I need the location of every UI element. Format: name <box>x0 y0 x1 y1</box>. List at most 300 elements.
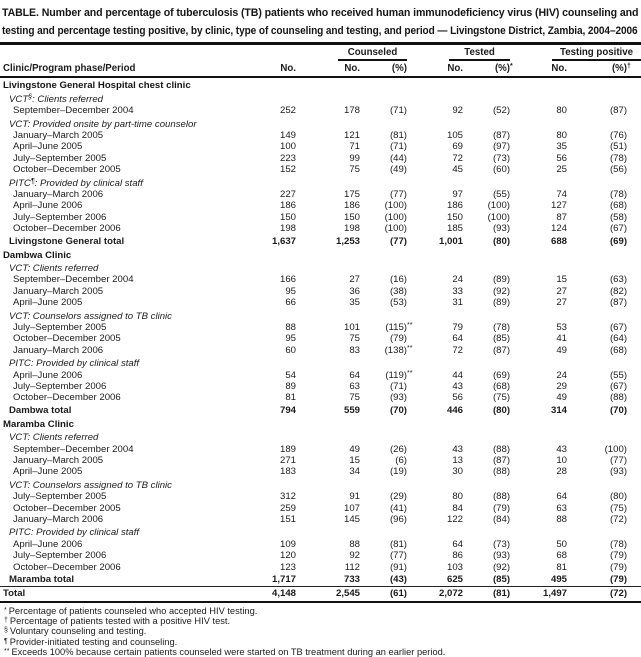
cell-value: (58) <box>609 211 628 223</box>
cell-value: 35 <box>556 141 568 153</box>
cell-value: 24 <box>556 369 568 381</box>
cell-value: 733 <box>343 574 360 586</box>
cell-value: 495 <box>551 574 568 586</box>
cell-value: (85) <box>492 333 511 345</box>
footnote-marker: † <box>4 617 8 625</box>
sub-row <box>0 309 641 322</box>
period-row <box>0 141 641 152</box>
cell-value: 84 <box>452 502 463 514</box>
cell-value: (67) <box>609 223 628 235</box>
col-header-positive-no: No. <box>510 61 567 77</box>
row-label: January–March 2005 <box>13 285 104 297</box>
cell-value: 50 <box>556 538 568 550</box>
footnotes <box>0 603 641 657</box>
cell-value: 97 <box>452 188 463 200</box>
row-label: Dambwa Clinic <box>3 249 72 261</box>
cell-value: (138)** <box>384 344 413 356</box>
cell-value: 95 <box>285 333 296 345</box>
cell-value: (49) <box>389 164 407 176</box>
cell-value: (85) <box>492 574 511 586</box>
cell-value: (92) <box>492 561 511 573</box>
row-label: October–December 2006 <box>13 392 121 404</box>
period-row <box>0 212 641 223</box>
period-row <box>0 381 641 392</box>
cell-value: (63) <box>609 274 628 286</box>
cell-value: 30 <box>452 466 463 478</box>
footnote-text: Percentage of patients counseled who accepted HIV testing. <box>8 605 258 616</box>
cell-value: (55) <box>492 188 511 200</box>
cell-value: (67) <box>609 380 628 392</box>
group-header-testing-positive <box>510 47 641 61</box>
cell-value: 56 <box>452 392 463 404</box>
footnote <box>4 626 637 636</box>
sub-row <box>0 478 641 491</box>
period-row <box>0 455 641 466</box>
row-label: September–December 2004 <box>13 105 134 117</box>
footnote <box>4 637 637 647</box>
cell-value: (88) <box>492 466 511 478</box>
sub-row <box>0 525 641 538</box>
group-header-tested <box>407 47 510 61</box>
cell-value: 15 <box>556 274 568 286</box>
row-label: PITC: Provided by clinical staff <box>9 527 140 539</box>
cell-value: 794 <box>279 405 296 417</box>
cell-value: (78) <box>492 321 511 333</box>
footnote <box>4 647 637 657</box>
row-label: April–June 2006 <box>13 200 83 212</box>
cell-value: (96) <box>389 513 407 525</box>
cell-value: (72) <box>609 513 628 525</box>
cell-value: 74 <box>556 188 568 200</box>
cell-value: 152 <box>279 164 296 176</box>
row-label: April–June 2006 <box>13 369 83 381</box>
cell-value: (68) <box>492 380 511 392</box>
cell-value: (91) <box>389 561 407 573</box>
cell-value: 99 <box>349 152 360 164</box>
cell-value: 1,253 <box>335 236 360 248</box>
tb-hiv-counseling-table <box>0 47 641 603</box>
cell-value: (100) <box>384 211 407 223</box>
cell-value: 25 <box>556 164 568 176</box>
period-row <box>0 223 641 234</box>
sub-row <box>0 261 641 274</box>
section-row <box>0 248 641 261</box>
col-header-clinic-period: Clinic/Program phase/Period <box>0 61 240 77</box>
row-label: Livingstone General Hospital chest clinic <box>3 80 191 92</box>
cell-value: 227 <box>279 188 296 200</box>
col-header-tested-no: No. <box>407 61 463 77</box>
cell-value: (75) <box>492 392 511 404</box>
cell-value: 271 <box>279 454 296 466</box>
cell-value: 81 <box>556 561 568 573</box>
cell-value: (100) <box>384 223 407 235</box>
cell-value: 186 <box>279 200 296 212</box>
cell-value: 80 <box>452 491 463 503</box>
cell-value: 64 <box>452 333 463 345</box>
period-row <box>0 130 641 141</box>
cell-value: (77) <box>389 550 407 562</box>
row-label: PITC: Provided by clinical staff <box>9 358 140 370</box>
period-row <box>0 503 641 514</box>
cell-value: (69) <box>492 369 511 381</box>
cell-value: (87) <box>492 129 511 141</box>
cell-value: 314 <box>551 405 568 417</box>
cell-value: 80 <box>556 105 568 117</box>
row-label: VCT: Clients referred <box>9 262 99 274</box>
cell-value: (51) <box>609 141 628 153</box>
cell-value: (53) <box>389 297 407 309</box>
row-label: April–June 2006 <box>13 538 83 550</box>
cell-value: 54 <box>285 369 296 381</box>
period-row <box>0 105 641 116</box>
period-row <box>0 562 641 573</box>
cell-value: (77) <box>609 454 628 466</box>
cell-value: (76) <box>609 129 628 141</box>
cell-value: (71) <box>389 105 407 117</box>
table-body <box>0 77 641 601</box>
cell-value: 43 <box>556 443 568 455</box>
cell-value: 185 <box>446 223 463 235</box>
cell-value: (88) <box>492 491 511 503</box>
footnote-marker: ¶ <box>4 637 8 645</box>
row-label: VCT: Counselors assigned to TB clinic <box>9 310 172 322</box>
cell-value: 259 <box>279 502 296 514</box>
cell-value: (97) <box>492 141 511 153</box>
cell-value: 183 <box>279 466 296 478</box>
period-row <box>0 550 641 561</box>
cell-value: (100) <box>487 211 511 223</box>
cell-value: 88 <box>556 513 568 525</box>
cell-value: 151 <box>279 513 296 525</box>
footnote-marker: ** <box>4 647 10 655</box>
footnote <box>4 616 637 626</box>
row-label: PITC¶: Provided by clinical staff <box>9 177 143 189</box>
cell-value: 71 <box>349 141 360 153</box>
period-row <box>0 164 641 175</box>
cell-value: 88 <box>285 321 296 333</box>
cell-value: 49 <box>349 443 360 455</box>
cell-value: 56 <box>556 152 568 164</box>
cell-value: (38) <box>389 285 407 297</box>
col-header-positive-pct: (%)† <box>567 61 641 77</box>
cell-value: 66 <box>285 297 296 309</box>
cell-value: (82) <box>609 285 628 297</box>
cell-value: (56) <box>609 164 628 176</box>
period-row <box>0 322 641 333</box>
cell-value: (43) <box>389 574 407 586</box>
cell-value: 80 <box>556 129 568 141</box>
cell-value: (61) <box>360 586 407 601</box>
cell-value: 1,717 <box>271 574 296 586</box>
row-label: January–March 2006 <box>13 188 104 200</box>
cell-value: 27 <box>556 297 568 309</box>
positive-pct-label: (%) <box>611 62 628 74</box>
cell-value: (70) <box>389 405 407 417</box>
cell-value: (87) <box>492 454 511 466</box>
cell-value: 87 <box>556 211 568 223</box>
row-label: January–March 2006 <box>13 513 104 525</box>
cell-value: 178 <box>343 105 360 117</box>
cell-value: 105 <box>446 129 463 141</box>
cell-value: 75 <box>349 164 360 176</box>
period-row <box>0 286 641 297</box>
cell-value: (87) <box>609 105 628 117</box>
row-label: April–June 2005 <box>13 466 83 478</box>
cell-value: (78) <box>609 152 628 164</box>
grand-row <box>0 586 641 601</box>
cell-value: 15 <box>349 454 360 466</box>
row-label: October–December 2005 <box>13 333 121 345</box>
row-label: September–December 2004 <box>13 274 134 286</box>
cell-value: 124 <box>551 223 568 235</box>
row-label: Total <box>0 586 240 601</box>
row-label: July–September 2005 <box>13 321 107 333</box>
sub-row <box>0 117 641 130</box>
cell-value: (72) <box>567 586 641 601</box>
cell-value: (81) <box>389 129 407 141</box>
row-label: VCT: Clients referred <box>9 432 99 444</box>
cell-value: (100) <box>384 200 407 212</box>
row-label: January–March 2006 <box>13 344 104 356</box>
cell-value: 75 <box>349 333 360 345</box>
cell-value: (100) <box>604 443 628 455</box>
period-row <box>0 200 641 211</box>
footnote-text: Provider-initiated testing and counseling. <box>9 636 178 647</box>
cell-value: 53 <box>556 321 568 333</box>
cell-value: (87) <box>609 297 628 309</box>
cell-value: 64 <box>556 491 568 503</box>
cell-value: 186 <box>343 200 360 212</box>
cell-value: (93) <box>609 466 628 478</box>
cell-value: (44) <box>389 152 407 164</box>
cell-value: (77) <box>389 188 407 200</box>
row-label: July–September 2006 <box>13 550 107 562</box>
cell-value: 145 <box>343 513 360 525</box>
table-title-line1: TABLE. Number and percentage of tuberculosis (TB) patients who received human immunodeficiency virus (HIV) counseling and <box>2 7 639 19</box>
sub-row <box>0 176 641 189</box>
cell-value: 13 <box>452 454 463 466</box>
cell-value: (52) <box>492 105 511 117</box>
cell-value: 75 <box>349 392 360 404</box>
group-header-testing-positive-label: Testing positive <box>560 46 634 58</box>
cell-value: (60) <box>492 164 511 176</box>
counseled-pct-label: (%) <box>391 62 407 74</box>
period-row <box>0 370 641 381</box>
cell-value: 559 <box>343 405 360 417</box>
cell-value: (73) <box>492 152 511 164</box>
footnote-text: Voluntary counseling and testing. <box>9 626 147 637</box>
period-row <box>0 333 641 344</box>
total-row <box>0 404 641 417</box>
cell-value: 88 <box>349 538 360 550</box>
cell-value: 35 <box>349 297 360 309</box>
row-label: October–December 2006 <box>13 561 121 573</box>
sub-row <box>0 356 641 369</box>
cell-value: 64 <box>452 538 463 550</box>
cell-value: 28 <box>556 466 568 478</box>
cell-value: 92 <box>349 550 360 562</box>
cell-value: 24 <box>452 274 463 286</box>
cell-value: 149 <box>279 129 296 141</box>
row-label: April–June 2005 <box>13 141 83 153</box>
cell-value: 101 <box>343 321 360 333</box>
row-label: VCT: Provided onsite by part-time counselor <box>9 118 197 130</box>
cell-value: 44 <box>452 369 463 381</box>
cell-value: 64 <box>349 369 360 381</box>
cell-value: 43 <box>452 443 463 455</box>
cell-value: 122 <box>446 513 463 525</box>
period-row <box>0 466 641 477</box>
row-label: January–March 2005 <box>13 454 104 466</box>
cell-value: 150 <box>446 211 463 223</box>
cell-value: 112 <box>344 561 360 573</box>
cell-value: (81) <box>389 538 407 550</box>
col-header-counseled-no: No. <box>296 61 360 77</box>
cell-value: 121 <box>343 129 360 141</box>
cell-value: (79) <box>609 561 628 573</box>
cell-value: 60 <box>285 344 296 356</box>
cell-value: (16) <box>389 274 407 286</box>
table-title-line2: testing and percentage testing positive, by clinic, type of counseling and testing, and period — Livingstone District, Zambia, 2004–2006 <box>2 25 638 37</box>
group-header-counseled <box>296 47 407 61</box>
cell-value: (79) <box>389 333 407 345</box>
cell-value: 150 <box>343 211 360 223</box>
col-header-total-no: No. <box>240 61 296 77</box>
cell-value: 68 <box>556 550 568 562</box>
row-label: October–December 2005 <box>13 502 121 514</box>
cell-value: (115)** <box>385 321 413 333</box>
cell-value: 107 <box>343 502 360 514</box>
cell-value: 100 <box>279 141 296 153</box>
title-rule <box>0 42 641 45</box>
cell-value: (80) <box>492 236 511 248</box>
cell-value: 34 <box>349 466 360 478</box>
cell-value: 91 <box>349 491 360 503</box>
cell-value: (93) <box>389 392 407 404</box>
cell-value: (79) <box>609 550 628 562</box>
cell-value: (100) <box>487 200 511 212</box>
footnote-marker: * <box>4 606 7 614</box>
cell-value: (41) <box>389 502 407 514</box>
cell-value: 72 <box>452 344 463 356</box>
cell-value: 49 <box>556 344 568 356</box>
cell-value: (78) <box>609 188 628 200</box>
sub-row <box>0 430 641 443</box>
total-row <box>0 573 641 586</box>
cell-value: (88) <box>492 443 511 455</box>
row-label: July–September 2006 <box>13 380 107 392</box>
cell-value: 27 <box>556 285 568 297</box>
cell-value: 120 <box>279 550 296 562</box>
period-row <box>0 491 641 502</box>
cell-value: 175 <box>343 188 360 200</box>
cell-value: 2,545 <box>296 586 360 601</box>
cell-value: 89 <box>285 380 296 392</box>
cell-value: (75) <box>609 502 628 514</box>
cell-value: 127 <box>551 200 568 212</box>
tested-pct-label: (%) <box>494 62 511 74</box>
row-label: VCT§: Clients referred <box>9 93 104 105</box>
sub-row <box>0 92 641 105</box>
row-label: April–June 2005 <box>13 297 83 309</box>
cell-value: (93) <box>492 223 511 235</box>
cell-value: 1,637 <box>271 236 296 248</box>
cell-value: (69) <box>609 236 628 248</box>
cell-value: 63 <box>556 502 568 514</box>
cell-value: 63 <box>349 380 360 392</box>
cell-value: 252 <box>279 105 296 117</box>
cell-value: 150 <box>279 211 296 223</box>
cell-value: (67) <box>609 321 628 333</box>
row-label: Maramba Clinic <box>3 418 74 430</box>
cell-value: 223 <box>279 152 296 164</box>
cell-value: (84) <box>492 513 511 525</box>
cell-value: (19) <box>389 466 407 478</box>
cell-value: 92 <box>452 105 463 117</box>
cell-value: 45 <box>452 164 463 176</box>
cell-value: (88) <box>609 392 628 404</box>
group-header-row <box>0 47 641 61</box>
cell-value: (81) <box>463 586 510 601</box>
period-row <box>0 444 641 455</box>
cell-value: (89) <box>492 274 511 286</box>
footnote <box>4 606 637 616</box>
cell-value: (79) <box>609 574 628 586</box>
row-label: VCT: Counselors assigned to TB clinic <box>9 479 172 491</box>
cell-value: 10 <box>556 454 568 466</box>
footnote-text: Percentage of patients tested with a positive HIV test. <box>9 616 231 627</box>
cell-value: (78) <box>609 538 628 550</box>
cell-value: 95 <box>285 285 296 297</box>
cell-value: 189 <box>279 443 296 455</box>
column-header-row <box>0 61 641 77</box>
cell-value: (119)** <box>385 369 413 381</box>
cell-value: 1,001 <box>438 236 463 248</box>
row-label: Livingstone General total <box>9 236 125 248</box>
cell-value: 86 <box>452 550 463 562</box>
cell-value: 31 <box>452 297 463 309</box>
row-label: October–December 2005 <box>13 164 121 176</box>
cell-value: 69 <box>452 141 463 153</box>
cell-value: (89) <box>492 297 511 309</box>
cell-value: (68) <box>609 200 628 212</box>
period-row <box>0 297 641 308</box>
cell-value: 688 <box>551 236 568 248</box>
group-header-spacer <box>0 47 296 61</box>
cell-value: 43 <box>452 380 463 392</box>
cell-value: (68) <box>609 344 628 356</box>
cell-value: 2,072 <box>407 586 463 601</box>
row-label: October–December 2006 <box>13 223 121 235</box>
col-header-tested-pct: (%)* <box>463 61 510 77</box>
cell-value: 186 <box>446 200 463 212</box>
period-row <box>0 539 641 550</box>
period-row <box>0 153 641 164</box>
cell-value: (64) <box>609 333 628 345</box>
cell-value: 1,497 <box>510 586 567 601</box>
section-row <box>0 417 641 430</box>
cell-value: (80) <box>609 491 628 503</box>
cell-value: (87) <box>492 344 511 356</box>
period-row <box>0 345 641 356</box>
cell-value: 103 <box>446 561 463 573</box>
cell-value: (80) <box>492 405 511 417</box>
row-label: January–March 2005 <box>13 129 104 141</box>
cell-value: (92) <box>492 285 511 297</box>
cell-value: (71) <box>389 380 407 392</box>
cell-value: 312 <box>279 491 296 503</box>
cell-value: (77) <box>389 236 407 248</box>
